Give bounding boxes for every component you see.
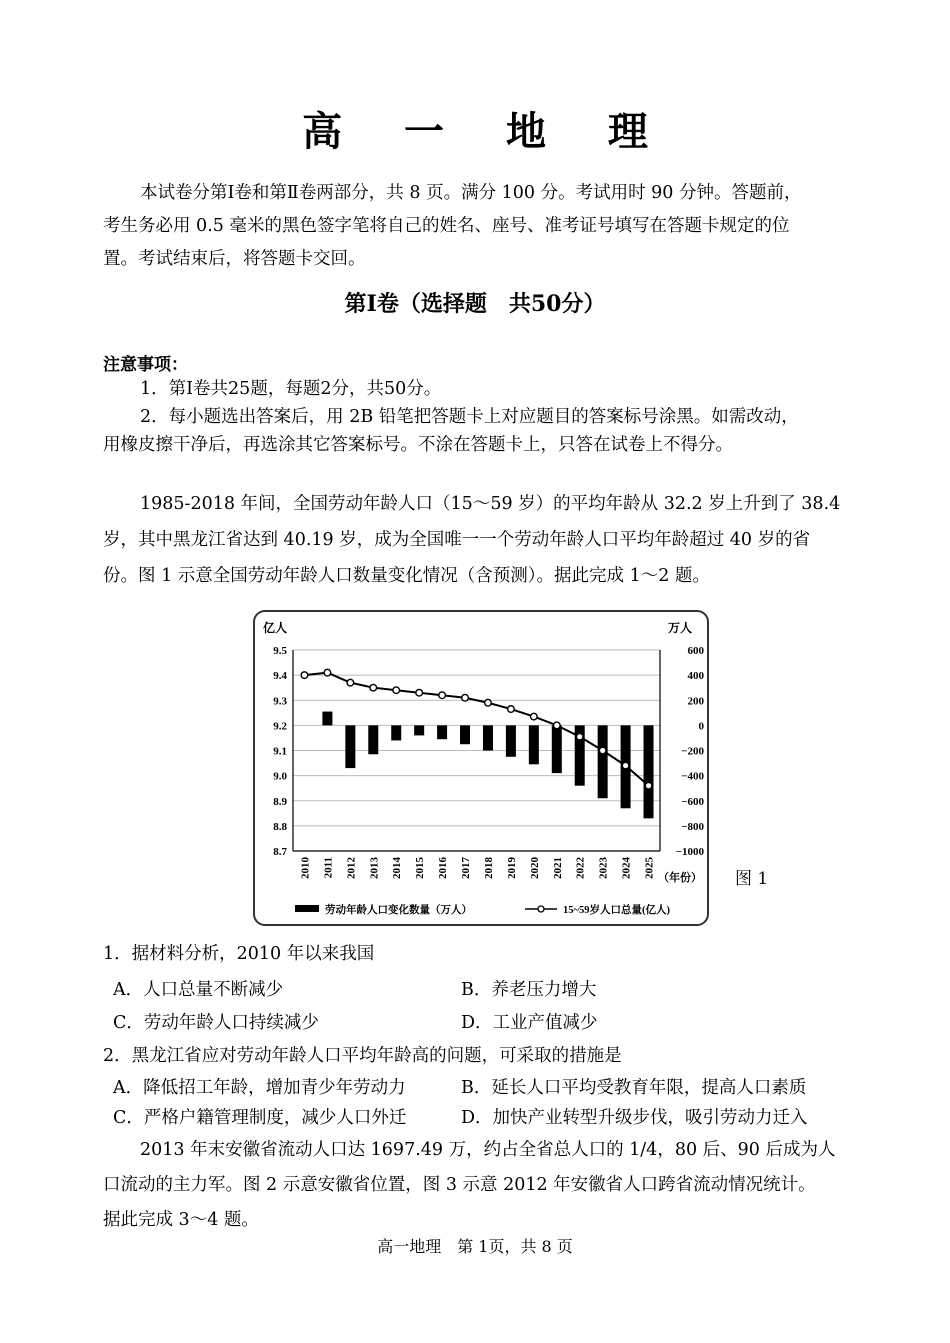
left-tick-label: 9.2 [273, 720, 287, 733]
right-tick-label: 0 [698, 720, 704, 733]
line-point [370, 684, 377, 691]
legend-bar-label: 劳动年龄人口变化数量（万人） [325, 905, 472, 916]
x-tick-label: 2023 [597, 857, 610, 879]
bar [529, 725, 539, 764]
question-2-stem: 2．黑龙江省应对劳动年龄人口平均年龄高的问题，可采取的措施是 [103, 1046, 622, 1066]
bar [460, 725, 470, 744]
material-line: 口流动的主力军。图 2 示意安徽省位置，图 3 示意 2012 年安徽省人口跨省流动情况统计。 [103, 1175, 816, 1195]
line-point [645, 782, 652, 789]
line-point [508, 706, 515, 713]
bar [414, 725, 424, 735]
material-2 [103, 1133, 855, 1238]
left-tick-label: 9.1 [273, 745, 287, 758]
line-point [439, 692, 446, 699]
x-tick-label: 2019 [505, 857, 518, 879]
right-tick-label: 200 [687, 695, 704, 708]
left-tick-label: 9.5 [273, 645, 287, 657]
left-tick-label: 9.3 [273, 695, 287, 708]
page-footer: 高一地理 第 1页，共 8 页 [377, 1237, 573, 1256]
q1-option-b[interactable]: B．养老压力增大 [461, 980, 597, 1000]
material-line: 1985-2018 年间，全国劳动年龄人口（15～59 岁）的平均年龄从 32.2 岁上升到了 38.4 [140, 494, 841, 514]
line-point [416, 689, 423, 696]
x-tick-label: 2016 [437, 857, 450, 879]
legend-line-label: 15~59岁人口总量(亿人) [563, 905, 670, 916]
right-tick-label: −600 [681, 795, 704, 808]
x-tick-label: 2018 [482, 857, 495, 879]
q2-option-d[interactable]: D．加快产业转型升级步伐，吸引劳动力迁入 [461, 1108, 808, 1128]
left-tick-label: 8.9 [273, 795, 287, 808]
material-line: 据此完成 3～4 题。 [103, 1210, 259, 1230]
line-point [324, 669, 331, 676]
right-tick-label: −1000 [675, 846, 704, 858]
bar [506, 725, 516, 756]
line-point [622, 762, 629, 769]
x-tick-label: 2013 [368, 857, 381, 879]
intro-paragraph [103, 177, 855, 276]
notice-item-2-cont: 用橡皮擦干净后，再选涂其它答案标号。不涂在答题卡上，只答在试卷上不得分。 [103, 435, 733, 455]
line-point [462, 694, 469, 701]
line-point [576, 733, 583, 740]
bar [345, 725, 355, 768]
bar [368, 725, 378, 754]
material-1 [103, 486, 855, 594]
bar [644, 725, 654, 818]
x-tick-label: 2010 [299, 857, 312, 879]
line-point [599, 747, 606, 754]
right-tick-label: −200 [681, 745, 704, 758]
page-title: 高 一 地 理 [302, 108, 672, 155]
line-point [553, 722, 560, 729]
left-tick-label: 8.7 [273, 846, 287, 858]
intro-line: 置。考试结束后，将答题卡交回。 [103, 249, 366, 269]
question-1-stem: 1．据材料分析，2010 年以来我国 [103, 944, 375, 964]
right-tick-label: 600 [687, 645, 704, 657]
bar [391, 725, 401, 740]
q1-option-c[interactable]: C．劳动年龄人口持续减少 [113, 1013, 319, 1033]
x-tick-label: 2014 [391, 857, 404, 879]
intro-line: 考生务必用 0.5 毫米的黑色签字笔将自己的姓名、座号、准考证号填写在答题卡规定的位 [103, 216, 790, 236]
bar [483, 725, 493, 750]
right-tick-label: 400 [687, 670, 704, 683]
line-point [485, 699, 492, 706]
line-point [531, 713, 538, 720]
population-line [304, 673, 648, 786]
q1-option-d[interactable]: D．工业产值减少 [461, 1013, 598, 1033]
bar [322, 712, 332, 726]
q1-option-a[interactable]: A．人口总量不断减少 [113, 980, 284, 1000]
section-title: 第Ⅰ卷（选择题 共50分） [344, 291, 606, 317]
notice-item-1: 1．第Ⅰ卷共25题，每题2分，共50分。 [140, 379, 442, 399]
x-tick-label: 2020 [528, 857, 541, 879]
left-tick-label: 9.4 [273, 670, 287, 683]
q2-option-b[interactable]: B．延长人口平均受教育年限，提高人口素质 [461, 1078, 807, 1098]
figure-1-chart [253, 610, 709, 926]
q2-option-a[interactable]: A．降低招工年龄，增加青少年劳动力 [113, 1078, 406, 1098]
x-tick-label: 2017 [460, 857, 473, 879]
x-tick-label: 2015 [414, 857, 427, 879]
bar [552, 725, 562, 773]
right-tick-label: −800 [681, 820, 704, 833]
line-point [347, 679, 354, 686]
legend-line-marker [538, 906, 544, 912]
legend-bar-swatch [295, 905, 319, 912]
bar [598, 725, 608, 798]
material-line: 2013 年末安徽省流动人口达 1697.49 万，约占全省总人口的 1/4，80 后、90 后成为人 [140, 1140, 836, 1160]
material-line: 岁，其中黑龙江省达到 40.19 岁，成为全国唯一一个劳动年龄人口平均年龄超过 40 岁的省 [103, 530, 811, 550]
material-line: 份。图 1 示意全国劳动年龄人口数量变化情况（含预测）。据此完成 1～2 题。 [103, 566, 710, 586]
notice-item-2: 2．每小题选出答案后，用 2B 铅笔把答题卡上对应题目的答案标号涂黑。如需改动， [140, 407, 799, 427]
left-tick-label: 9.0 [273, 770, 287, 783]
x-tick-label: 2024 [620, 857, 633, 879]
right-axis-unit: 万人 [668, 621, 693, 635]
notice-title: 注意事项： [103, 355, 188, 375]
x-axis-label: （年份） [658, 872, 702, 884]
x-tick-label: 2012 [345, 857, 358, 879]
left-axis-unit: 亿人 [263, 621, 288, 635]
bar [437, 725, 447, 739]
line-point [393, 687, 400, 694]
x-tick-label: 2025 [643, 857, 656, 879]
chart-svg [255, 612, 707, 924]
figure-1-label: 图 1 [735, 869, 769, 889]
x-tick-label: 2021 [551, 857, 564, 879]
intro-line: 本试卷分第Ⅰ卷和第Ⅱ卷两部分，共 8 页。满分 100 分。考试用时 90 分钟。答题前， [140, 183, 802, 203]
x-tick-label: 2011 [322, 857, 335, 879]
right-tick-label: −400 [681, 770, 704, 783]
q2-option-c[interactable]: C．严格户籍管理制度，减少人口外迁 [113, 1108, 407, 1128]
line-point [301, 672, 308, 679]
left-tick-label: 8.8 [273, 820, 287, 833]
x-tick-label: 2022 [574, 857, 587, 879]
